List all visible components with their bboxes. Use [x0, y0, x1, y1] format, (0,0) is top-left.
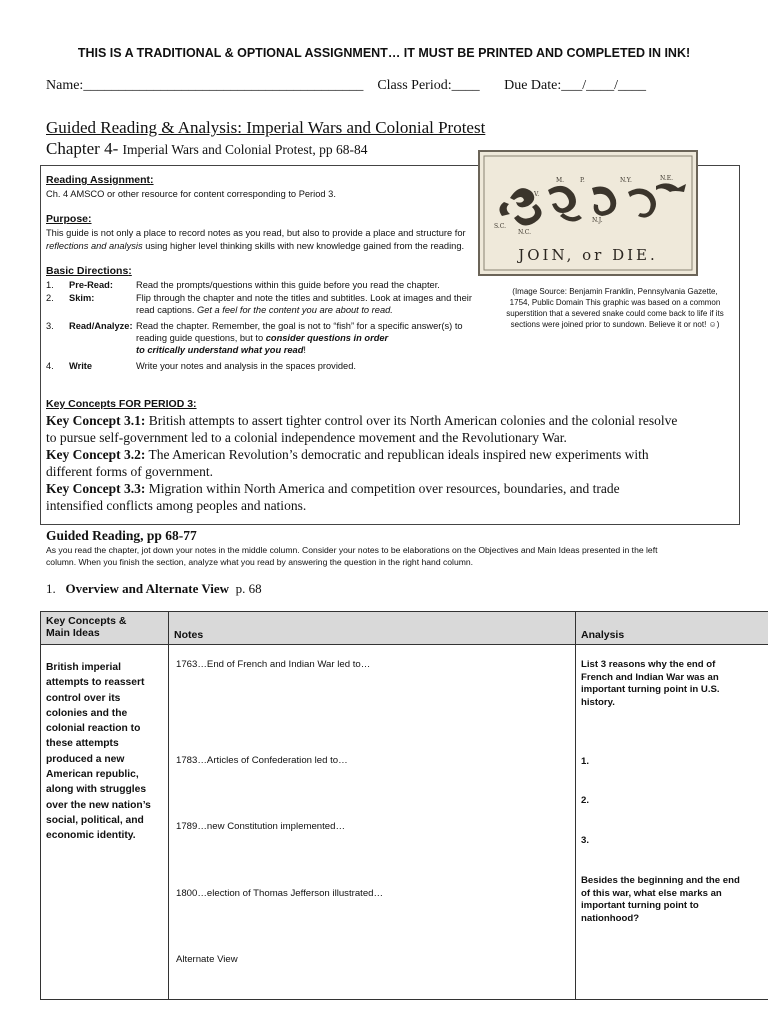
snake-label-m: M.	[556, 177, 565, 184]
col-header-analysis: Analysis	[576, 612, 768, 645]
key-concept-3-1: Key Concept 3.1: British attempts to assert tighter control over its North American colonies and the colonial resolve	[46, 413, 678, 428]
snake-illustration	[480, 152, 696, 274]
section-heading: 1. Overview and Alternate View p. 68	[46, 581, 262, 596]
direction-text: Write your notes and analysis in the spaces provided.	[136, 361, 356, 371]
directions-heading: Basic Directions:	[46, 265, 132, 277]
reading-assignment-heading: Reading Assignment:	[46, 174, 154, 186]
direction-num: 3.	[46, 321, 54, 331]
key-concept-3-3: Key Concept 3.3: Migration within North America and competition over resources, boundaries, and trade	[46, 481, 620, 496]
key-concept-3-2-cont: different forms of government.	[46, 464, 213, 479]
note-prompt: Alternate View	[176, 954, 238, 965]
analysis-answer-num: 1.	[581, 756, 590, 767]
direction-text-cont: reading guide questions, but to consider questions in order	[136, 333, 389, 343]
note-prompt: 1763…End of French and Indian War led to…	[176, 659, 371, 670]
chapter-heading	[46, 139, 367, 159]
snake-label-ne: N.E.	[660, 175, 674, 182]
chapter-subtitle: Imperial Wars and Colonial Protest, pp 68-84	[122, 142, 368, 157]
analysis-question-2: Besides the beginning and the end of this war, what else marks an important turning point to nationhood?	[581, 875, 740, 924]
key-concept-3-1-cont: to pursue self-government led to a colonial independence movement and the Revolutionary War.	[46, 430, 567, 445]
snake-label-sc: S.C.	[494, 223, 507, 230]
analysis-answer-num: 2.	[581, 795, 590, 806]
guided-reading-heading: Guided Reading, pp 68-77	[46, 528, 197, 543]
reading-assignment-text: Ch. 4 AMSCO or other resource for content corresponding to Period 3.	[46, 189, 336, 199]
purpose-line-2: reflections and analysis using higher level thinking skills with new knowledge gained from the reading.	[46, 241, 465, 251]
guided-reading-description: As you read the chapter, jot down your notes in the middle column. Consider your notes to be elaborations on the Objectives and Main Ideas presented in the left column. When you finish the section, analyze what you read by answering the question in the right hand column.	[46, 545, 658, 567]
direction-text: Read the chapter. Remember, the goal is not to “fish” for a specific answer(s) to	[136, 321, 463, 331]
direction-label: Pre-Read:	[69, 280, 113, 290]
join-or-die-text: JOIN, or DIE.	[518, 246, 658, 264]
analysis-answer-num: 3.	[581, 835, 590, 846]
direction-label: Write	[69, 361, 93, 371]
snake-label-nj: N.J.	[592, 217, 603, 224]
purpose-line-1: This guide is not only a place to record notes as you read, but also to provide a place and structure for	[46, 228, 466, 238]
direction-text-cont: read captions. Get a feel for the content you are about to read.	[136, 305, 393, 315]
col-header-main-ideas: Key Concepts & Main Ideas	[41, 612, 169, 645]
page-title: Guided Reading & Analysis: Imperial Wars and Colonial Protest	[46, 118, 486, 137]
direction-text: Flip through the chapter and note the titles and subtitles. Look at images and their	[136, 293, 472, 303]
image-caption: (Image Source: Benjamin Franklin, Pennsylvania Gazette, 1754, Public Domain This graphic was based on a common superstition that a severed snake could come back to life if its sections were joined prior to sundown. Believe it or not! ☺)	[506, 287, 724, 329]
notes-table	[40, 611, 768, 1000]
key-concept-3-2: Key Concept 3.2: The American Revolution’s democratic and republican ideals inspired new experiments with	[46, 447, 649, 462]
snake-label-v: V.	[534, 191, 540, 198]
direction-num: 2.	[46, 293, 54, 303]
snake-label-p: P.	[580, 177, 585, 184]
direction-num: 4.	[46, 361, 54, 371]
main-idea-cell	[41, 645, 169, 1000]
direction-text: Read the prompts/questions within this guide before you read the chapter.	[136, 280, 440, 290]
note-prompt: 1800…election of Thomas Jefferson illustrated…	[176, 888, 384, 899]
direction-text-cont: to critically understand what you read!	[136, 345, 306, 355]
purpose-heading: Purpose:	[46, 213, 92, 225]
chapter-label: Chapter 4-	[46, 139, 119, 158]
name-class-date-line: Name:________________________________________ Class Period:____ Due Date:___/____/____	[46, 78, 647, 93]
snake-label-nc: N.C.	[518, 229, 532, 236]
analysis-question-1: List 3 reasons why the end of French and Indian War was an important turning point in U.S. history.	[581, 659, 720, 708]
note-prompt: 1783…Articles of Confederation led to…	[176, 755, 348, 766]
col-header-notes: Notes	[169, 612, 576, 645]
key-concepts-heading: Key Concepts FOR PERIOD 3:	[46, 398, 197, 410]
key-concept-3-3-cont: intensified conflicts among peoples and nations.	[46, 498, 307, 513]
main-idea-text: British imperial attempts to reassert control over its colonies and the colonial reaction to these attempts produced a new American republic, along with struggles over the new nation’s social, political, and economic identity.	[46, 662, 151, 842]
direction-num: 1.	[46, 280, 54, 290]
direction-label: Read/Analyze:	[69, 321, 133, 331]
assignment-banner: THIS IS A TRADITIONAL & OPTIONAL ASSIGNMENT… IT MUST BE PRINTED AND COMPLETED IN INK!	[77, 46, 691, 60]
notes-cell[interactable]	[169, 645, 576, 1000]
snake-label-ny: N.Y.	[620, 177, 632, 184]
note-prompt: 1789…new Constitution implemented…	[176, 821, 346, 832]
direction-label: Skim:	[69, 293, 95, 303]
join-or-die-image	[478, 150, 698, 276]
analysis-cell[interactable]	[576, 645, 768, 1000]
